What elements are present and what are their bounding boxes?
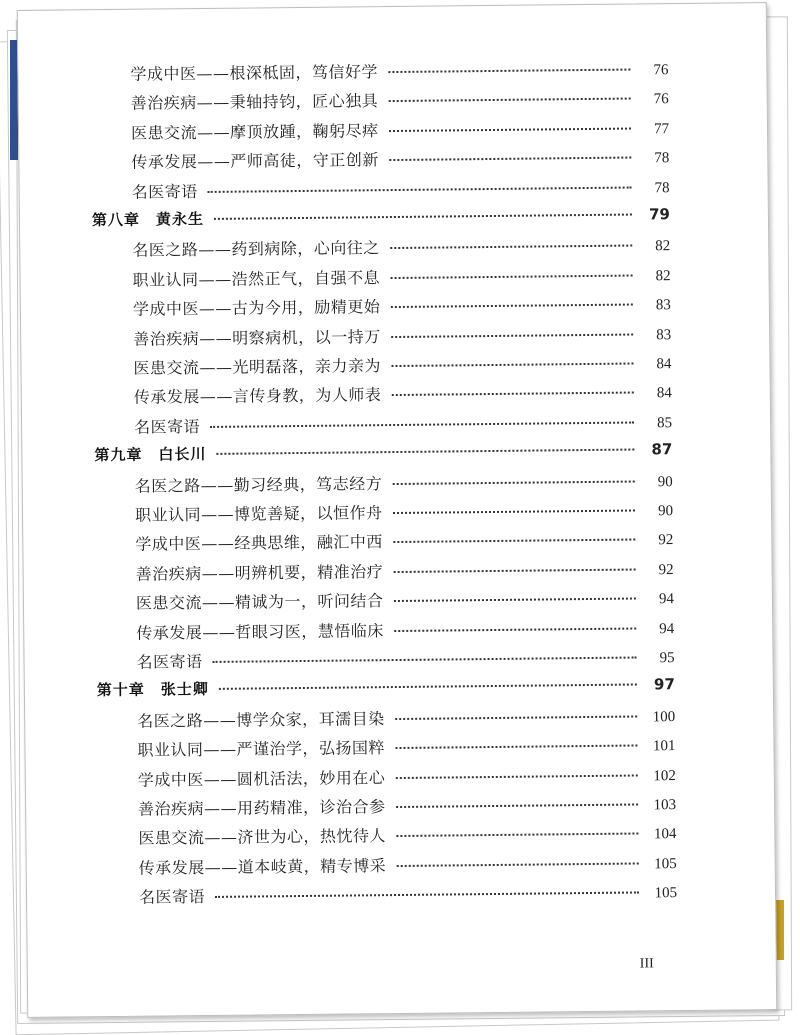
toc-entry-page-number: 76 xyxy=(653,62,669,79)
toc-entry-title: 第八章 黄永生 xyxy=(91,210,205,230)
toc-dot-leader xyxy=(215,892,639,898)
toc-entry-page-number: 90 xyxy=(657,503,674,520)
toc-chapter-entry[interactable] xyxy=(92,203,670,237)
toc-entry-page-number: 83 xyxy=(656,326,672,343)
toc-section-entry[interactable] xyxy=(139,879,677,913)
toc-entry-title: 职业认同——浩然正气，自强不息 xyxy=(132,267,381,290)
toc-entry-title: 职业认同——博览善疑，以恒作舟 xyxy=(134,503,383,525)
toc-dot-leader xyxy=(393,598,635,603)
toc-section-entry[interactable] xyxy=(130,56,668,90)
toc-dot-leader xyxy=(213,656,637,662)
toc-dot-leader xyxy=(210,421,634,427)
toc-section-entry[interactable] xyxy=(138,820,676,854)
toc-dot-leader xyxy=(389,127,631,132)
toc-entry-page-number: 101 xyxy=(652,738,676,755)
toc-entry-page-number: 94 xyxy=(658,591,675,608)
toc-section-entry[interactable] xyxy=(132,174,670,208)
toc-entry-title: 学成中医——经典思维，融汇中西 xyxy=(135,532,383,555)
toc-section-entry[interactable] xyxy=(138,791,676,825)
toc-dot-leader xyxy=(388,98,630,103)
toc-section-entry[interactable] xyxy=(136,615,674,649)
toc-dot-leader xyxy=(389,157,631,162)
toc-entry-page-number: 85 xyxy=(657,414,673,432)
toc-entry-title: 职业认同——严谨治学，弘扬国粹 xyxy=(137,738,386,760)
toc-section-entry[interactable] xyxy=(131,144,669,178)
toc-entry-title: 医患交流——光明磊落，亲力亲为 xyxy=(133,356,382,378)
toc-entry-title: 传承发展——严师高徒，守正创新 xyxy=(131,150,379,172)
toc-entry-title: 善治疾病——用药精准，诊治合参 xyxy=(138,797,386,819)
toc-entry-page-number: 90 xyxy=(657,473,673,490)
toc-entry-page-number: 105 xyxy=(654,885,678,902)
toc-section-entry[interactable] xyxy=(136,585,674,619)
toc-entry-page-number: 92 xyxy=(658,532,674,549)
toc-section-entry[interactable] xyxy=(132,233,670,267)
page-number-folio: III xyxy=(639,956,654,972)
toc-chapter-entry[interactable] xyxy=(94,438,672,472)
toc-entry-page-number: 78 xyxy=(654,179,670,196)
toc-section-entry[interactable] xyxy=(134,409,672,443)
toc-entry-title: 善治疾病——明察病机，以一持万 xyxy=(133,326,381,349)
toc-section-entry[interactable] xyxy=(137,732,675,766)
toc-dot-leader xyxy=(219,684,637,690)
toc-section-entry[interactable] xyxy=(135,468,673,502)
toc-dot-leader xyxy=(393,568,635,573)
toc-dot-leader xyxy=(396,803,638,808)
toc-dot-leader xyxy=(396,862,638,867)
toc-entry-title: 名医寄语 xyxy=(131,181,198,202)
toc-entry-title: 名医之路——博学众家，耳濡目染 xyxy=(137,708,385,731)
toc-entry-title: 名医之路——勤习经典，笃志经方 xyxy=(134,473,383,496)
toc-section-entry[interactable] xyxy=(136,556,674,590)
toc-section-entry[interactable] xyxy=(132,262,670,296)
toc-entry-page-number: 103 xyxy=(653,797,677,814)
toc-section-entry[interactable] xyxy=(133,350,671,384)
toc-entry-page-number: 104 xyxy=(653,826,677,843)
toc-entry-page-number: 100 xyxy=(652,708,676,726)
toc-dot-leader xyxy=(393,539,635,544)
toc-entry-title: 传承发展——哲眼习医，慧悟临床 xyxy=(136,620,384,643)
toc-section-entry[interactable] xyxy=(131,86,669,120)
toc-entry-page-number: 95 xyxy=(659,650,675,667)
toc-entry-page-number: 84 xyxy=(656,385,672,402)
toc-entry-title: 名医寄语 xyxy=(134,416,201,437)
toc-entry-title: 学成中医——根深柢固，笃信好学 xyxy=(130,62,379,84)
toc-dot-leader xyxy=(391,333,633,338)
toc-entry-title: 学成中医——圆机活法，妙用在心 xyxy=(137,767,386,790)
toc-entry-title: 医患交流——济世为心，热忱待人 xyxy=(138,826,387,849)
table-of-contents xyxy=(18,3,766,907)
toc-entry-title: 名医寄语 xyxy=(138,887,206,907)
toc-section-entry[interactable] xyxy=(135,526,673,560)
toc-section-entry[interactable] xyxy=(133,291,671,325)
toc-section-entry[interactable] xyxy=(131,115,669,149)
toc-entry-title: 善治疾病——秉轴持钧，匠心独具 xyxy=(130,91,379,114)
toc-entry-page-number: 94 xyxy=(659,620,675,637)
toc-entry-page-number: 77 xyxy=(653,120,670,138)
toc-dot-leader xyxy=(390,245,632,250)
toc-section-entry[interactable] xyxy=(137,703,675,737)
toc-entry-page-number: 84 xyxy=(656,356,672,373)
toc-entry-title: 名医寄语 xyxy=(136,652,203,672)
toc-dot-leader xyxy=(390,274,632,279)
toc-section-entry[interactable] xyxy=(133,321,671,355)
toc-entry-page-number: 87 xyxy=(651,440,673,459)
toc-entry-title: 传承发展——言传身教，为人师表 xyxy=(133,385,382,408)
toc-dot-leader xyxy=(393,510,635,515)
toc-dot-leader xyxy=(391,392,633,397)
toc-section-entry[interactable] xyxy=(138,762,676,796)
toc-entry-page-number: 105 xyxy=(654,855,677,873)
toc-entry-page-number: 79 xyxy=(648,205,671,224)
toc-page xyxy=(17,2,778,1018)
toc-entry-title: 医患交流——摩顶放踵，鞠躬尽瘁 xyxy=(130,120,379,143)
toc-entry-title: 名医之路——药到病除，心向往之 xyxy=(132,238,380,261)
toc-dot-leader xyxy=(388,69,630,74)
toc-section-entry[interactable] xyxy=(135,497,673,531)
toc-dot-leader xyxy=(216,449,634,455)
toc-dot-leader xyxy=(214,214,632,220)
toc-entry-page-number: 76 xyxy=(653,91,669,108)
toc-entry-title: 传承发展——道本岐黄，精专博采 xyxy=(138,855,387,878)
toc-section-entry[interactable] xyxy=(139,850,677,884)
toc-entry-page-number: 78 xyxy=(654,150,670,167)
toc-entry-title: 学成中医——古为今用，励精更始 xyxy=(132,297,381,319)
toc-entry-page-number: 92 xyxy=(658,561,674,579)
toc-dot-leader xyxy=(395,774,637,779)
toc-entry-title: 医患交流——精诚为一，听问结合 xyxy=(135,591,384,613)
toc-dot-leader xyxy=(390,304,632,309)
toc-dot-leader xyxy=(395,715,637,720)
toc-dot-leader xyxy=(208,186,632,192)
toc-entry-title: 第十章 张士卿 xyxy=(96,680,209,700)
toc-dot-leader xyxy=(392,480,634,485)
toc-dot-leader xyxy=(391,363,633,368)
toc-dot-leader xyxy=(394,627,636,632)
toc-section-entry[interactable] xyxy=(136,644,674,678)
toc-entry-title: 善治疾病——明辨机要，精准治疗 xyxy=(135,561,384,584)
toc-dot-leader xyxy=(395,745,637,750)
toc-entry-page-number: 102 xyxy=(653,767,676,784)
toc-entry-page-number: 97 xyxy=(653,675,675,694)
toc-dot-leader xyxy=(396,833,638,838)
toc-entry-title: 第九章 白长川 xyxy=(94,445,207,465)
toc-entry-page-number: 82 xyxy=(655,238,671,255)
toc-entry-page-number: 83 xyxy=(655,297,671,314)
toc-chapter-entry[interactable] xyxy=(97,673,675,707)
toc-entry-page-number: 82 xyxy=(655,267,671,285)
toc-section-entry[interactable] xyxy=(134,380,672,414)
